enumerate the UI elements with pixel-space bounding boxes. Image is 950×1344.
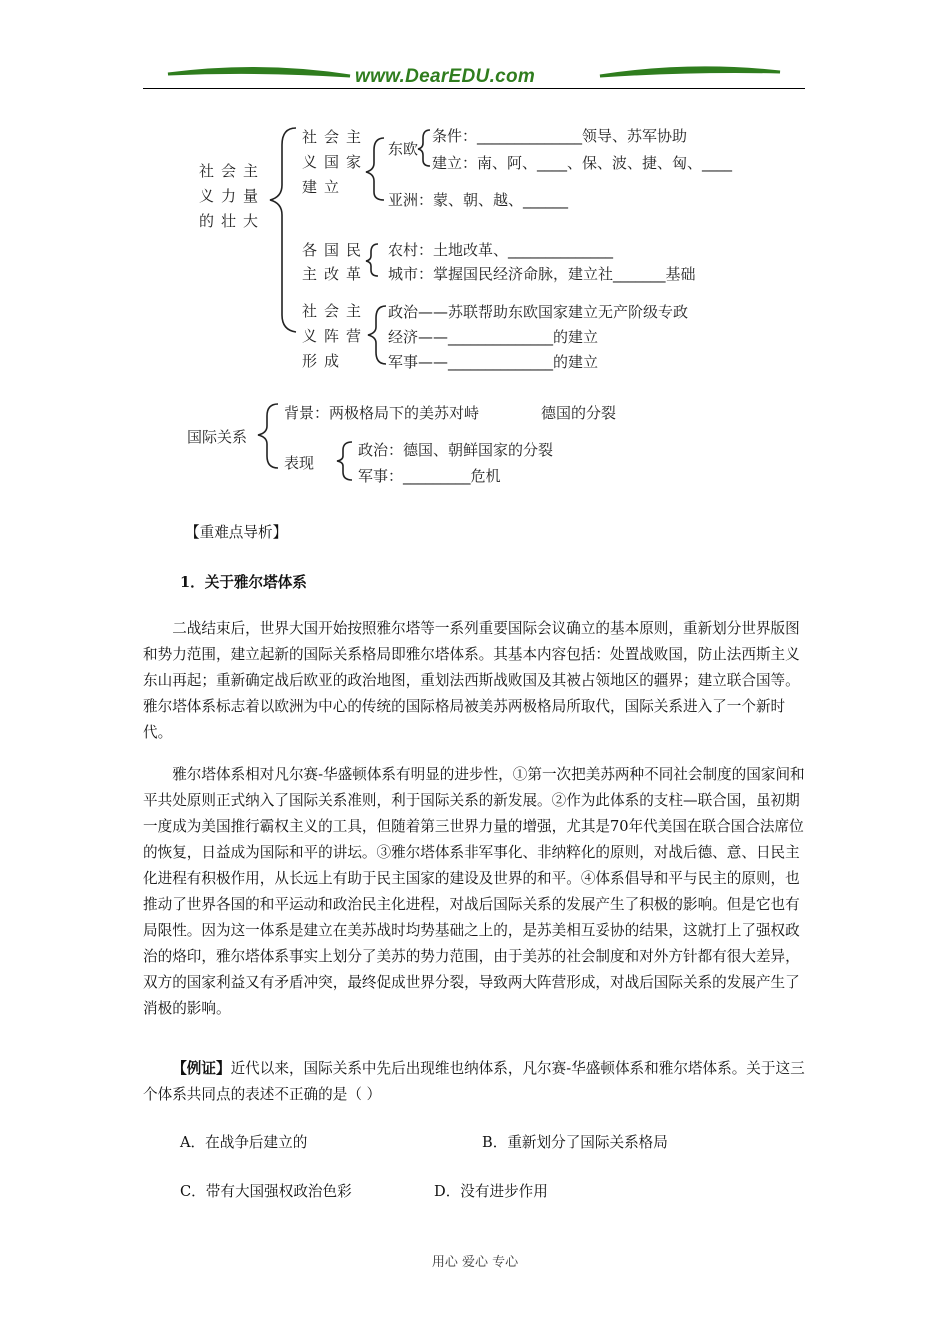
option-d: D．没有进步作用 — [434, 1183, 548, 1200]
branch2-label-line2: 主改革 — [302, 265, 369, 283]
branch3-label-line3: 形成 — [302, 352, 347, 370]
urban-reform: 城市：掌握国民经济命脉，建立社_______基础 — [388, 265, 696, 283]
rural-reform: 农村：土地改革、______________ — [388, 241, 614, 259]
paragraph-2 — [143, 762, 813, 1022]
option-a: A．在战争后建立的 — [180, 1134, 308, 1151]
east-europe-condition: 条件：______________领导、苏军协助 — [432, 127, 688, 145]
manifest-military: 军事：_________危机 — [358, 467, 501, 485]
asia-item: 亚洲：蒙、朝、越、______ — [388, 191, 569, 209]
paragraph-1-text: 二战结束后，世界大国开始按照雅尔塔等一系列重要国际会议确立的基本原则，重新划分世界版图和势力范围，建立起新的国际关系格局即雅尔塔体系。其基本内容包括：处置战败国，防止法西斯主义东山再起；重新确定战后欧亚的政治地图，重划法西斯战败国及其被占领地区的疆界；建立联合国等。雅尔塔体系标志着以欧洲为中心的传统的国际格局被美苏两极格局所取代，国际关系进入了一个新时代。 — [143, 620, 800, 741]
branch1-label-line3: 建立 — [302, 178, 347, 196]
intl-relations-label: 国际关系 — [187, 428, 248, 446]
root-label-line3: 的壮大 — [199, 212, 266, 230]
camp-economy: 经济——______________的建立 — [388, 328, 599, 346]
root-label-line2: 义力量 — [199, 187, 266, 205]
option-c: C．带有大国强权政治色彩 — [180, 1183, 352, 1200]
example-question: 近代以来，国际关系中先后出现维也纳体系，凡尔赛-华盛顿体系和雅尔塔体系。关于这三个体系共同点的表述不正确的是（ ） — [143, 1060, 805, 1103]
manifest-politics: 政治：德国、朝鲜国家的分裂 — [358, 441, 554, 459]
subtitle: 1．关于雅尔塔体系 — [180, 574, 307, 591]
example-tag: 【例证】 — [172, 1060, 231, 1077]
branch1-label-line1: 社会主 — [302, 128, 369, 146]
site-logo: www.DearEDU.com — [355, 66, 536, 87]
camp-military: 军事——______________的建立 — [388, 353, 599, 371]
branch3-label-line2: 义阵营 — [302, 327, 369, 345]
branch2-label-line1: 各国民 — [302, 241, 369, 259]
branch3-label-line1: 社会主 — [302, 302, 369, 320]
manifestation-label: 表现 — [284, 454, 315, 472]
section-title: 【重难点导析】 — [185, 524, 288, 541]
paragraph-1 — [143, 616, 813, 746]
paragraph-2-text: 雅尔塔体系相对凡尔赛-华盛顿体系有明显的进步性，①第一次把美苏两种不同社会制度的国家间和平共处原则正式纳入了国际关系准则，利于国际关系的新发展。②作为此体系的支柱—联合国，虽初期一度成为美国推行霸权主义的工具，但随着第三世界力量的增强，尤其是70年代美国在联合国合法席位的恢复，日益成为国际和平的讲坛。③雅尔塔体系非军事化、非纳粹化的原则，对战后德、意、日民主化进程有积极作用，从长远上有助于民主国家的建设及世界的和平。④体系倡导和平与民主的原则，也推动了世界各国的和平运动和政治民主化进程，对战后国际关系的发展产生了积极的影响。但是它也有局限性。因为这一体系是建立在美苏战时均势基础之上的，是苏美相互妥协的结果，这就打上了强权政治的烙印，雅尔塔体系事实上划分了美苏的势力范围，由于美苏的社会制度和对外方针都有很大差异，双方的国家利益又有矛盾冲突，最终促成世界分裂，导致两大阵营形成，对战后国际关系的发展产生了消极的影响。 — [143, 766, 805, 1017]
camp-politics: 政治——苏联帮助东欧国家建立无产阶级专政 — [388, 303, 689, 321]
example-block — [143, 1056, 813, 1108]
branch1-label-line2: 义国家 — [302, 153, 369, 171]
east-europe-founding: 建立：南、阿、____、保、波、捷、匈、____ — [432, 154, 733, 172]
east-europe-label: 东欧 — [388, 140, 419, 158]
background-item-2: 德国的分裂 — [541, 404, 617, 422]
option-b: B．重新划分了国际关系格局 — [482, 1134, 668, 1151]
background-item: 背景：两极格局下的美苏对峙 — [284, 404, 480, 422]
root-label-line1: 社会主 — [199, 162, 266, 180]
page-footer: 用心 爱心 专心 — [431, 1255, 519, 1270]
